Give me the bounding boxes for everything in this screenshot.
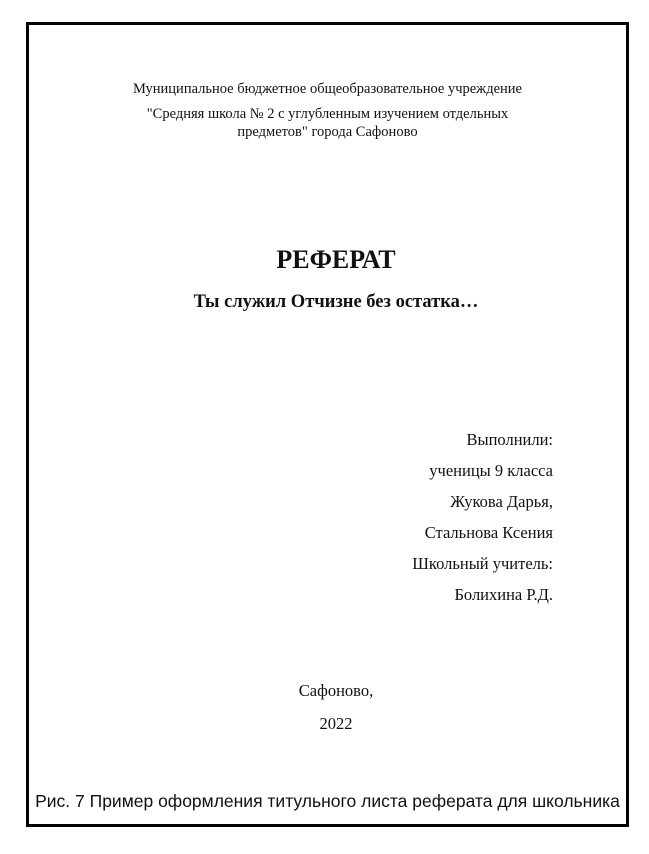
teacher-name: Болихина Р.Д. (454, 585, 553, 604)
page-border (26, 22, 629, 827)
figure-caption: Рис. 7 Пример оформления титульного листа реферата для школьника (35, 791, 620, 811)
author-name: Жукова Дарья, (450, 492, 553, 511)
authors-class: ученицы 9 класса (429, 461, 553, 480)
year: 2022 (319, 714, 353, 733)
institution-name: Муниципальное бюджетное общеобразовательное учреждение (133, 81, 522, 97)
author-name: Стальнова Ксения (424, 523, 553, 542)
school-name-line1: "Средняя школа № 2 с углубленным изучением отдельных (146, 106, 509, 122)
city: Сафоново, (298, 681, 374, 700)
authors-heading: Выполнили: (466, 430, 553, 449)
school-name-line2: предметов" города Сафоново (237, 124, 418, 140)
teacher-heading: Школьный учитель: (412, 554, 553, 573)
institution-header (26, 80, 629, 141)
document-title: РЕФЕРАТ (276, 245, 396, 274)
document-subtitle: Ты служил Отчизне без остатка… (193, 292, 479, 312)
authors-block (300, 429, 553, 615)
